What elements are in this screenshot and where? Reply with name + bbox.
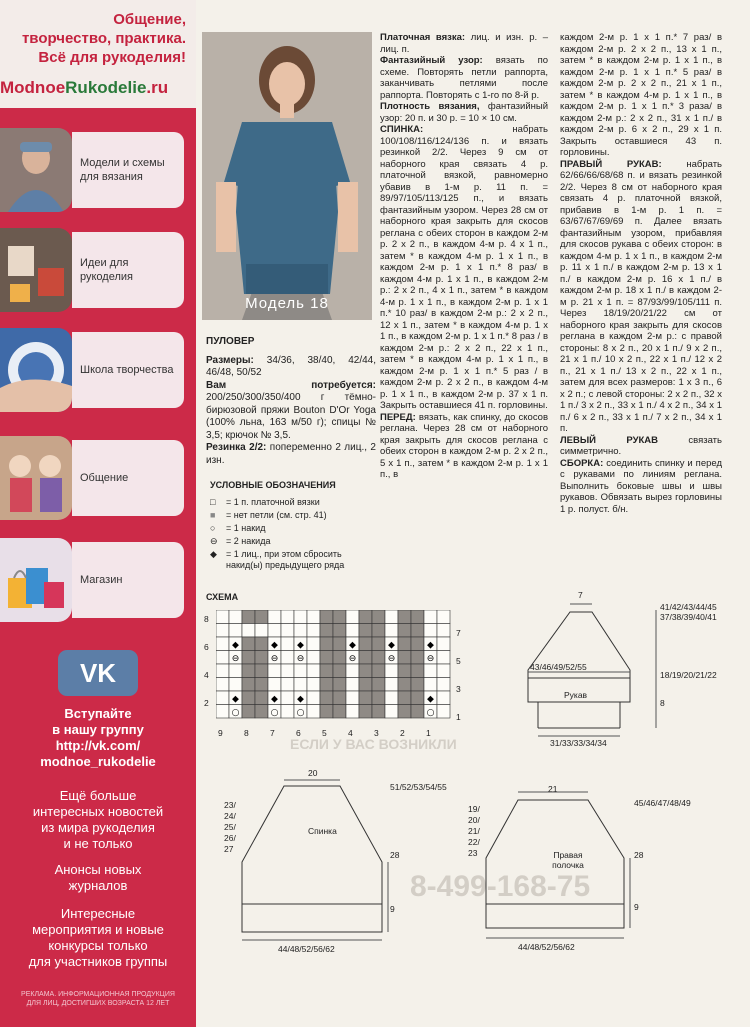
stitch-symbol: ◆ — [232, 640, 239, 651]
grid-cell — [307, 705, 320, 719]
grid-cell — [216, 705, 229, 719]
column-label: 2 — [400, 728, 405, 738]
stitch-symbol: ⊖ — [426, 654, 435, 664]
grid-cell — [216, 637, 229, 651]
grid-cell — [255, 705, 268, 719]
para-front-cont: каждом 2-м р. 1 х 1 п.* 7 раз/ в каждом 2-м р. 2 х 2 п., 13 х 1 п., затем * в каждом 2-м р. 1 х 1 п., в каждом 2-м р. 1 х 1 п.* 5 раз/ в каждом 2-м р. 2 х 2 п., 21 х 1 п., затем * в каждом 4-м р. 1 х 1 п., в каждом 2-м р. 1 х 1 п.* 3 раза/ в каждом 2-м р.: 2 х 2 п., 31 х 1 п./ в каждом 2-м р. 6 х 2 п., 29 х 1 п. Закрыть оставшиеся 43 п. горловины. — [560, 32, 722, 158]
grid-cell — [372, 705, 385, 719]
site-link[interactable]: ModnoeRukodelie.ru — [0, 78, 169, 97]
stitch-symbol: ◆ — [297, 640, 304, 651]
stitch-symbol: ◆ — [297, 694, 304, 705]
legend-item: □ = 1 п. платочной вязки — [210, 497, 320, 507]
menu-item-chat[interactable] — [0, 436, 196, 520]
legend-item: ⊖ = 2 накида — [210, 536, 271, 546]
grid-cell — [346, 678, 359, 692]
grid-cell — [255, 637, 268, 651]
grid-cell — [359, 651, 372, 665]
row-label-right: 1 — [456, 712, 461, 722]
ad-note: РЕКЛАМА. ИНФОРМАЦИОННАЯ ПРОДУКЦИЯ ДЛЯ ЛИЦ, ДОСТИГШИХ ВОЗРАСТА 12 ЛЕТ — [21, 991, 175, 1007]
grid-cell — [281, 678, 294, 692]
grid-cell — [242, 678, 255, 692]
grid-cell — [398, 678, 411, 692]
grid-cell — [398, 651, 411, 665]
dolls-photo-icon — [0, 436, 72, 520]
grid-cell — [281, 651, 294, 665]
grid-cell — [411, 651, 424, 665]
menu-item-shop[interactable] — [0, 538, 196, 622]
grid-cell — [229, 624, 242, 638]
stitch-symbol: ⊖ — [270, 654, 279, 664]
legend — [210, 480, 380, 573]
para-gauge: Плотность вязания, фантазийный узор: 20 п. и 30 р. = 10 × 10 см. — [380, 101, 549, 124]
grid-cell — [359, 691, 372, 705]
grid-cell — [372, 610, 385, 624]
menu-label: Идеи для рукоделия — [80, 257, 133, 283]
grid-cell — [268, 610, 281, 624]
para-fancy: Фантазийный узор: вязать по схеме. Повторять петли раппорта, заканчивать петлями после раппорта. Повторять с 1-го по 8-й р. — [380, 55, 549, 101]
grid-cell — [385, 705, 398, 719]
grid-cell — [437, 651, 450, 665]
para-back: СПИНКА: набрать 100/108/116/124/136 п. и вязать резинкой 2/2. Через 9 см от наборного края связать 4 р. платочной вязкой, равномерно убавив в 1-м р. 11 п. = 89/97/105/113/125 п., и вязать фантазийным узором. Через 28 см от наборного края закрыть для скосов реглана с обеих сторон в каждом 2-м р. 2 х 2 п., в каждом 4-м р. 4 х 1 п., затем * в каждом 4-м р. 1 х 1 п., в каждом 2-м р. 1 х 1 п.* 8 раз/ в каждом 4-м р. 1 х 1 п., в каждом 2-м р.: 2 х 2 п., 4 х 1 п., затем * в каждом 4-м р. 1 х 1 п., в каждом 2-м р. 1 х 1 п.* 10 раз/ в каждом 2-м р.: 2 х 2 п., 12 х 1 п., затем * в каждом 4-м р. 1 х 1 п., в каждом 2-м р. 1 х 1 п.* 8 раз / в каждом 2-м р.: 2 х 2 п., 22 х 1 п., затем * в каждом 4-м р. 1 х 1 п., в каждом 2-м р. 1 х 1 п.* 5 раз / в каждом 2-м р. 2 х 2 п., в каждом 4-м р. 1 х 1 п., в каждом 2-м р. 37 х 1 п. Закрыть оставшиеся 41 п. горловины. — [380, 124, 548, 411]
stitch-symbol: ◆ — [427, 640, 434, 651]
grid-cell — [320, 610, 333, 624]
sidebar-header — [0, 0, 196, 108]
grid-cell — [216, 691, 229, 705]
para-front: ПЕРЕД: вязать, как спинку, до скосов реглана. Через 28 см от наборного края закрыть для скосов реглана с обеих сторон в каждом 2-м р. 2 х 2 п., 5 х 1 п., затем * в каждом 2-м р. 1 х 1 п., в — [380, 411, 549, 480]
column-label: 5 — [322, 728, 327, 738]
stitch-grid — [216, 610, 476, 740]
grid-cell — [437, 624, 450, 638]
grid-cell — [320, 678, 333, 692]
legend-item: ■ = нет петли (см. стр. 41) — [210, 510, 327, 520]
para-right-sleeve: ПРАВЫЙ РУКАВ: набрать 62/66/66/68/68 п. и вязать резинкой 2/2. Через 8 см от наборного края связать 4 р. платочной вязкой, прибавив в 1-м р. 1 п. = 63/67/67/69/69 п. Далее вязать фантазийным узором, прибавляя для скосов рукава с обеих сторон: в каждом 4-м р. 1 х 1 п., в каждом 2-м р. 11 х 1 п./ в каждом 2-м р. 13 х 1 п./ в каждом 2-м р. 16 х 1 п./ в каждом 2-м р. 18 х 1 п./ в каждом 2-м р. 21 х 1 п. = 87/93/99/105/111 п. Через 18/19/20/21/22 см от наборного края закрыть для скосов реглана в каждом 2-м р.: с правой стороны: 8 х 2 п., 20 х 1 п./ 9 х 2 п., 21 х 1 п./ 10 х 2 п., 22 х 1 п./ 12 х 2 п., 21 х 1 п./ 13 х 2 п., 22 х 1 п., затем для всех размеров: 1 х 3 п., 6 х 2 п.; с левой стороны: 2 х 2 п., 32 х 1 п./ 3 х 2 п., 33 х 1 п./ 4 х 2 п., 34 х 1 п./ 6 х 2 п., 33 х 1 п./ 7 х 2 п., 34 х 1 п. — [560, 158, 722, 434]
grid-cell — [424, 610, 437, 624]
grid-cell — [359, 705, 372, 719]
stitch-symbol: ○ — [296, 708, 305, 718]
grid-cell — [333, 678, 346, 692]
grid-cell — [281, 705, 294, 719]
grid-cell — [320, 637, 333, 651]
row-label-left: 4 — [204, 670, 209, 680]
grid-cell — [333, 651, 346, 665]
grid-cell — [333, 664, 346, 678]
grid-cell — [385, 624, 398, 638]
grid-cell — [255, 664, 268, 678]
legend-title: УСЛОВНЫЕ ОБОЗНАЧЕНИЯ — [210, 480, 336, 490]
grid-cell — [372, 678, 385, 692]
stitch-chart — [216, 610, 476, 745]
grid-cell — [242, 610, 255, 624]
grid-cell — [359, 610, 372, 624]
grid-cell — [437, 664, 450, 678]
column-2 — [380, 32, 548, 481]
grid-cell — [320, 651, 333, 665]
row-label-left: 8 — [204, 614, 209, 624]
row-label-right: 7 — [456, 628, 461, 638]
stitch-symbol: ◆ — [271, 694, 278, 705]
grid-cell — [216, 651, 229, 665]
grid-cell — [372, 637, 385, 651]
rib-para: Резинка 2/2: попеременно 2 лиц., 2 изн. — [206, 442, 376, 466]
grid-cell — [242, 637, 255, 651]
back-diagram: 20 51/52/53/54/55 23/ 24/ 25/ 26/ 27 Спинка 28 9 44/48/52/56/62 — [224, 768, 447, 954]
para-assembly: СБОРКА: соединить спинку и перед с рукавами по линиям реглана. Выполнить боковые швы и швы рукавов. Обвязать вырез горловины 1 р. полуст. б/н. — [560, 457, 722, 515]
vk-logo[interactable]: VK — [58, 650, 138, 696]
grid-cell — [307, 637, 320, 651]
column-label: 1 — [426, 728, 431, 738]
menu-item-ideas[interactable] — [0, 228, 196, 312]
stitch-symbol: ⊖ — [348, 654, 357, 664]
grid-cell — [437, 691, 450, 705]
grid-cell — [320, 664, 333, 678]
anons-text: Анонсы новых журналов — [54, 862, 142, 893]
menu-label: Модели и схемы для вязания — [80, 157, 165, 183]
grid-cell — [281, 664, 294, 678]
shopping-bags-icon — [0, 538, 72, 622]
grid-cell — [411, 664, 424, 678]
grid-cell — [385, 678, 398, 692]
column-label: 8 — [244, 728, 249, 738]
column-3 — [560, 32, 722, 515]
column-label: 9 — [218, 728, 223, 738]
grid-cell — [268, 624, 281, 638]
grid-cell — [242, 651, 255, 665]
grid-cell — [281, 610, 294, 624]
grid-cell — [229, 678, 242, 692]
grid-cell — [281, 624, 294, 638]
grid-cell — [424, 664, 437, 678]
grid-cell — [398, 610, 411, 624]
grid-cell — [281, 637, 294, 651]
row-label-right: 5 — [456, 656, 461, 666]
grid-cell — [411, 637, 424, 651]
model-photo — [202, 32, 372, 320]
grid-cell — [242, 705, 255, 719]
stitch-symbol: ⊖ — [231, 654, 240, 664]
stitch-symbol: ◆ — [427, 694, 434, 705]
double-yarn-over-icon: ⊖ — [210, 536, 218, 546]
grid-cell — [346, 691, 359, 705]
grid-cell — [333, 705, 346, 719]
sidebar — [0, 0, 196, 1027]
column-label: 4 — [348, 728, 353, 738]
yarn-over-icon: ○ — [210, 523, 216, 533]
grid-cell — [411, 678, 424, 692]
grid-cell — [294, 624, 307, 638]
legend-item: ◆ = 1 лиц., при этом сбросить накид(ы) предыдущего ряда — [210, 549, 345, 570]
grid-cell — [307, 691, 320, 705]
materials-para: Вам потребуется: 200/250/300/350/400 г тёмно-бирюзовой пряжи Bouton D'Or Yoga (100% льна, 163 м/50 г); спицы № 3,5; крючок № 3,5. — [206, 379, 376, 441]
grid-cell — [333, 610, 346, 624]
grid-cell — [411, 624, 424, 638]
grid-cell — [307, 664, 320, 678]
grid-cell — [242, 664, 255, 678]
grid-cell — [268, 664, 281, 678]
news-text: Ещё больше интересных новостей из мира рукоделия и не только — [32, 788, 164, 851]
ghost-text: ЕСЛИ У ВАС ВОЗНИКЛИ — [290, 736, 457, 752]
grid-cell — [398, 691, 411, 705]
grid-cell — [359, 624, 372, 638]
grid-cell — [398, 664, 411, 678]
grid-cell — [411, 691, 424, 705]
grid-cell — [281, 691, 294, 705]
model-label: Модель 18 — [245, 295, 329, 312]
grid-cell — [346, 624, 359, 638]
para-left-sleeve: ЛЕВЫЙ РУКАВ связать симметрично. — [560, 434, 722, 457]
grid-cell — [294, 610, 307, 624]
grid-cell — [255, 651, 268, 665]
row-label-left: 6 — [204, 642, 209, 652]
grid-cell — [255, 610, 268, 624]
column-label: 6 — [296, 728, 301, 738]
grid-cell — [372, 624, 385, 638]
grid-cell — [385, 691, 398, 705]
grid-cell — [359, 678, 372, 692]
join-group-text[interactable]: Вступайте в нашу группу http://vk.com/ modnoe_rukodelie — [40, 706, 156, 769]
menu-label: Школа творчества — [80, 364, 174, 376]
pattern-title: ПУЛОВЕР — [206, 336, 255, 347]
stitch-symbol: ◆ — [271, 640, 278, 651]
grid-cell — [268, 678, 281, 692]
front-diagram: 21 45/46/47/48/49 19/ 20/ 21/ 22/ 23 Правая полочка 28 9 44/48/52/56/62 — [468, 784, 691, 952]
ghost-phone: 8-499-168-75 — [410, 870, 591, 903]
legend-item: ○ = 1 накид — [210, 523, 266, 533]
grid-cell — [372, 691, 385, 705]
row-label-left: 2 — [204, 698, 209, 708]
menu-label: Общение — [80, 472, 129, 484]
grid-cell — [346, 705, 359, 719]
row-label-right: 3 — [456, 684, 461, 694]
grid-cell — [437, 678, 450, 692]
menu-label: Магазин — [80, 574, 123, 586]
grid-cell — [320, 705, 333, 719]
grid-cell — [437, 637, 450, 651]
grid-cell — [307, 678, 320, 692]
stitch-symbol: ◆ — [232, 694, 239, 705]
column-label: 3 — [374, 728, 379, 738]
grid-cell — [333, 637, 346, 651]
grid-cell — [398, 705, 411, 719]
grid-cell — [359, 637, 372, 651]
column-1 — [206, 336, 376, 467]
stitch-symbol: ⊖ — [296, 654, 305, 664]
grid-cell — [307, 624, 320, 638]
stitch-symbol: ◆ — [349, 640, 356, 651]
grid-cell — [216, 664, 229, 678]
grid-cell — [424, 678, 437, 692]
stitch-symbol: ○ — [231, 708, 240, 718]
grid-cell — [372, 651, 385, 665]
menu-item-school[interactable] — [0, 328, 196, 412]
grid-cell — [437, 705, 450, 719]
grid-cell — [255, 678, 268, 692]
grid-cell — [255, 624, 268, 638]
grid-cell — [307, 651, 320, 665]
grid-cell — [255, 691, 268, 705]
grid-cell — [307, 610, 320, 624]
grid-cell — [320, 691, 333, 705]
grid-cell — [216, 624, 229, 638]
grid-cell — [398, 637, 411, 651]
grid-cell — [346, 664, 359, 678]
grid-cell — [385, 610, 398, 624]
column-label: 7 — [270, 728, 275, 738]
grid-cell — [346, 610, 359, 624]
grid-cell — [411, 610, 424, 624]
grid-cell — [320, 624, 333, 638]
scheme-title: СХЕМА — [206, 592, 239, 602]
sleeve-diagram: 7 43/46/49/52/55 Рукав 31/33/33/34/34 41/42/43/44/45 37/38/39/40/41 18/19/20/21/22 8 — [530, 590, 717, 748]
grid-cell — [437, 610, 450, 624]
crafts-photo-icon — [0, 228, 72, 312]
grid-cell — [424, 624, 437, 638]
grid-cell — [411, 705, 424, 719]
grid-cell — [294, 678, 307, 692]
menu-item-models[interactable] — [0, 128, 196, 212]
stitch-symbol: ○ — [426, 708, 435, 718]
grid-cell — [242, 624, 255, 638]
grid-cell — [333, 624, 346, 638]
sizes-para: Размеры: 34/36, 38/40, 42/44, 46/48, 50/52 — [206, 354, 377, 378]
grid-cell — [398, 624, 411, 638]
grid-cell — [385, 664, 398, 678]
hands-photo-icon — [0, 328, 72, 412]
grid-cell — [242, 691, 255, 705]
no-stitch-icon: ■ — [210, 510, 216, 520]
grid-cell — [216, 610, 229, 624]
grid-cell — [229, 610, 242, 624]
knitting-photo-icon — [0, 128, 72, 212]
stitch-symbol: ⊖ — [387, 654, 396, 664]
stitch-symbol: ◆ — [388, 640, 395, 651]
para-garter: Платочная вязка: лиц. и изн. р. – лиц. п. — [380, 32, 548, 55]
grid-cell — [359, 664, 372, 678]
grid-cell — [294, 664, 307, 678]
plain-stitch-icon: □ — [210, 497, 216, 507]
grid-cell — [372, 664, 385, 678]
stitch-symbol: ○ — [270, 708, 279, 718]
grid-cell — [216, 678, 229, 692]
drop-stitch-icon: ◆ — [210, 549, 217, 559]
grid-cell — [229, 664, 242, 678]
events-text: Интересные мероприятия и новые конкурсы только для участников группы — [28, 906, 168, 969]
grid-cell — [333, 691, 346, 705]
slogan: Общение, творчество, практика. Всё для рукоделия! — [21, 11, 186, 66]
